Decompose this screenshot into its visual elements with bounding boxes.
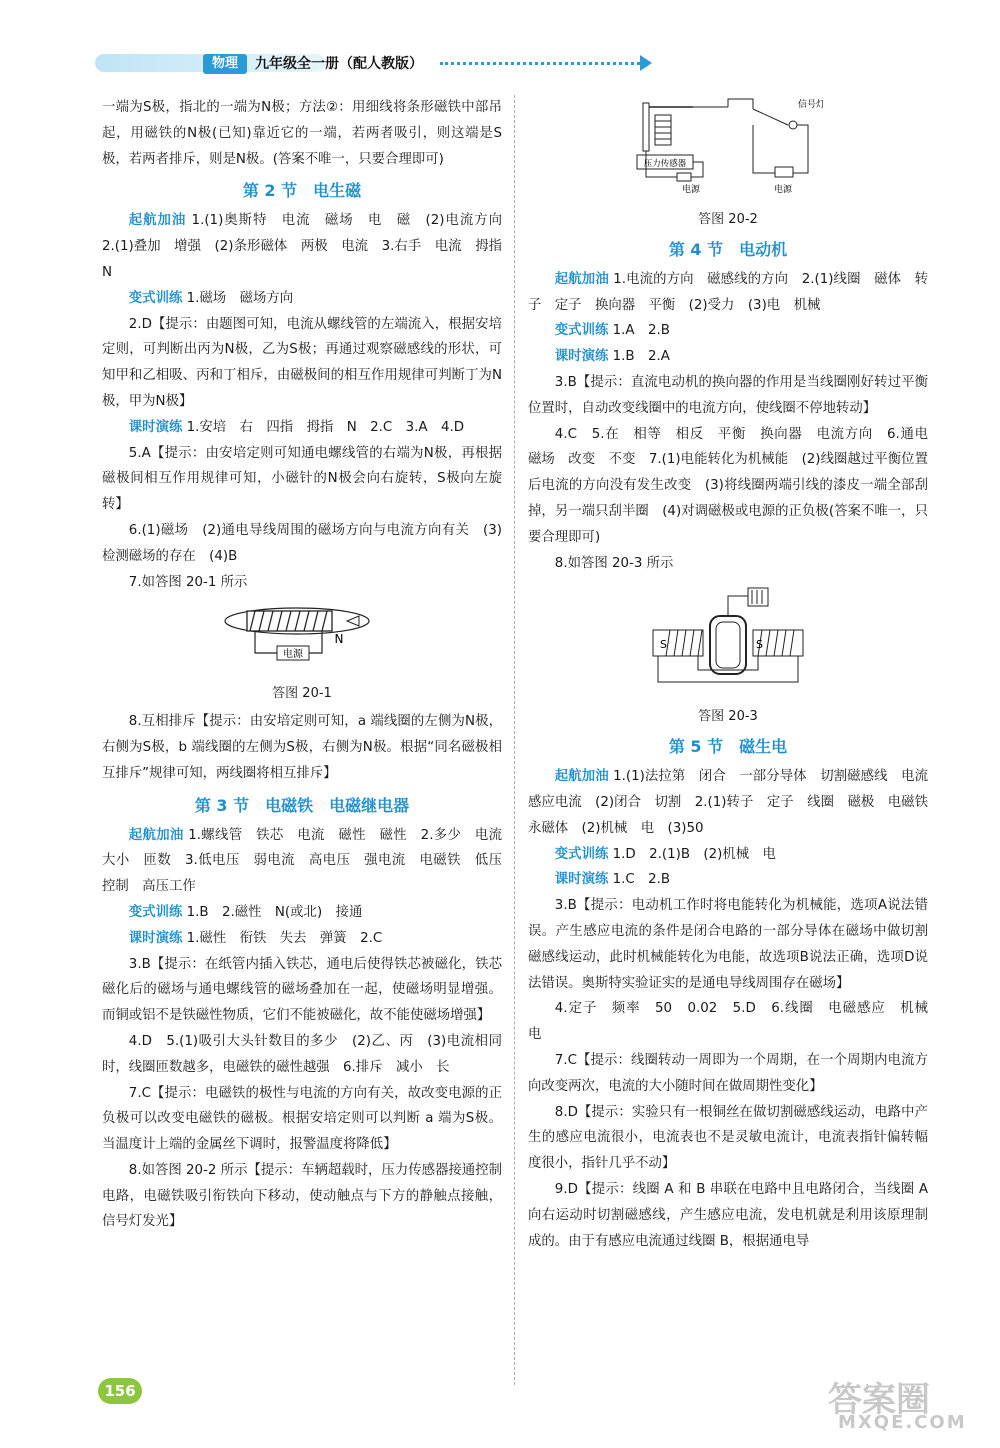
subject-badge: 物理 bbox=[203, 54, 247, 74]
answer-block bbox=[102, 415, 502, 441]
answer-text: 1.C 2.B bbox=[608, 872, 671, 888]
answer-block bbox=[528, 318, 928, 344]
solenoid-diagram bbox=[217, 601, 387, 669]
section-title-2: 第 2 节 电生磁 bbox=[242, 181, 362, 201]
answer-text: 9.D【提示：线圈 A 和 B 串联在电路中且电路闭合，当线圈 A 向右运动时切割磁感线，产生感应电流，发电机就是利用该原理制成的。由于有感应电流通过线圈 B，根据通电导 bbox=[528, 1181, 928, 1249]
answer-block bbox=[528, 344, 928, 370]
answer-text: 1.(1)法拉第 闭合 一部分导体 切割磁感线 电流 感应电流 (2)闭合 切割 2.(1)转子 定子 线圈 磁极 电磁铁 永磁体 (2)机械 电 (3)50 bbox=[528, 769, 942, 836]
page-number: 156 bbox=[98, 1378, 142, 1404]
answer-block bbox=[102, 208, 516, 285]
tag-label: 课时演练 bbox=[128, 930, 183, 946]
section-title-5: 第 5 节 磁生电 bbox=[668, 737, 788, 757]
answer-text: 3.B【提示：在纸管内插入铁芯，通电后使得铁芯被磁化，铁芯磁化后的磁场与通电螺线管的磁场叠加在一起，使磁场明显增强。而铜或铝不是铁磁性物质，它们不能被磁化，故不能使磁场增强】 bbox=[102, 956, 502, 1024]
motor-diagram bbox=[648, 582, 808, 692]
answer-text: 4.C 5.在 相等 相反 平衡 换向器 电流方向 6.通电 磁场 改变 不变 7.(1)电能转化为机械能 (2)线圈越过平衡位置后电流的方向没有发生改变 (3)将线圈两端引线的漆皮一端全部刮掉，另一端只刮半圈 (4)对调磁极或电源的正负极(答案不唯一，只要合理即可) bbox=[528, 426, 942, 545]
watermark: 答案圈 bbox=[828, 1380, 930, 1420]
watermark-url: MXQE.COM bbox=[838, 1412, 967, 1433]
answer-block bbox=[528, 867, 928, 893]
answer-block bbox=[102, 926, 502, 952]
figure-caption: 答图 20-1 bbox=[272, 686, 332, 702]
figure-20-2 bbox=[528, 95, 928, 205]
right-column bbox=[528, 95, 942, 1254]
tag-label: 起航加油 bbox=[554, 769, 609, 785]
answer-block bbox=[528, 842, 928, 868]
answer-text: 1.磁场 磁场方向 bbox=[182, 290, 294, 306]
fig2-power1-label: 电源 bbox=[681, 185, 701, 195]
fig2-power2-label: 电源 bbox=[773, 185, 793, 195]
answer-block bbox=[102, 900, 502, 926]
tag-label: 变式训练 bbox=[128, 904, 183, 920]
fig3-s1-label: S bbox=[660, 638, 667, 652]
answer-text: 1.(1)奥斯特 电流 磁场 电 磁 (2)电流方向 2.(1)叠加 增强 (2)条形磁体 两极 电流 3.右手 电流 拇指 N bbox=[102, 213, 516, 280]
answer-text: 6.(1)磁场 (2)通电导线周围的磁场方向与电流方向有关 (3)检测磁场的存在 (4)B bbox=[102, 522, 502, 564]
tag-label: 变式训练 bbox=[128, 290, 183, 306]
answer-block bbox=[528, 267, 928, 319]
answer-text: 1.安培 右 四指 拇指 N 2.C 3.A 4.D bbox=[182, 419, 465, 435]
answer-text: 4.D 5.(1)吸引大头针数目的多少 (2)乙、丙 (3)电流相同时，线圈匝数越多，电磁铁的磁性越强 6.排斥 减小 长 bbox=[102, 1033, 502, 1075]
answer-text: 5.A【提示：由安培定则可知通电螺线管的右端为N极，再根据磁极间相互作用规律可知，小磁针的N极会向右旋转，S极向左旋转】 bbox=[102, 445, 502, 513]
figure-caption: 答图 20-2 bbox=[698, 211, 758, 227]
answer-text: 8.如答图 20-3 所示 bbox=[554, 555, 674, 571]
tag-label: 起航加油 bbox=[128, 213, 187, 229]
answer-text: 3.B【提示：电动机工作时将电能转化为机械能，选项A说法错误。产生感应电流的条件是闭合电路的一部分导体在磁场中做切割磁感线运动，此时机械能转化为电能，故选项B说法正确，选项D说法错误。奥斯特实验证实的是通电导线周围存在磁场】 bbox=[528, 898, 928, 991]
figure-20-3 bbox=[528, 582, 928, 702]
answer-text: 7.C【提示：线圈转动一周即为一个周期，在一个周期内电流方向改变两次，电流的大小随时间在做周期性变化】 bbox=[528, 1052, 928, 1094]
answer-text: 8.D【提示：实验只有一根铜丝在做切割磁感线运动，电路中产生的感应电流很小，电流表也不是灵敏电流计，电流表指针偏转幅度很小，指针几乎不动】 bbox=[528, 1104, 928, 1172]
answer-text: 2.D【提示：由题图可知，电流从螺线管的左端流入，根据安培定则，可判断出丙为N极，乙为S极；再通过观察磁感线的形状，可知甲和乙相吸、丙和丁相斥，由磁极间的相互作用规律可判断丁为N极，甲为N极】 bbox=[102, 316, 502, 409]
tag-label: 课时演练 bbox=[554, 349, 609, 365]
figure-caption: 答图 20-3 bbox=[698, 709, 758, 725]
section-title-4: 第 4 节 电动机 bbox=[668, 239, 788, 259]
answer-text: 8.如答图 20-2 所示【提示：车辆超载时，压力传感器接通控制电路，电磁铁吸引衔铁向下移动，使动触点与下方的静触点接触，信号灯发光】 bbox=[102, 1162, 502, 1230]
answer-text: 3.B【提示：直流电动机的换向器的作用是当线圈刚好转过平衡位置时，自动改变线圈中的电流方向，使线圈不停地转动】 bbox=[528, 374, 928, 416]
fig1-n-label: N bbox=[334, 632, 344, 647]
figure-20-1 bbox=[102, 601, 502, 679]
header-dotted-line bbox=[440, 62, 640, 65]
tag-label: 起航加油 bbox=[554, 271, 609, 287]
answer-block bbox=[528, 764, 942, 841]
answer-text: 4.定子 频率 50 0.02 5.D 6.线圈 电磁感应 机械 电 bbox=[528, 1001, 942, 1043]
tag-label: 起航加油 bbox=[128, 827, 184, 843]
tag-label: 课时演练 bbox=[554, 872, 609, 888]
tag-label: 课时演练 bbox=[128, 419, 183, 435]
continued-answer: 一端为S极，指北的一端为N极；方法②：用细线将条形磁铁中部吊起，用磁铁的N极(已知)靠近它的一端，若两者吸引，则这端是S极，若两者排斥，则是N极。(答案不唯一，只要合理即可) bbox=[102, 100, 502, 167]
fig1-power-label: 电源 bbox=[283, 649, 303, 661]
answer-text: 1.B 2.磁性 N(或北) 接通 bbox=[182, 904, 363, 920]
relay-diagram bbox=[633, 95, 823, 195]
tag-label: 变式训练 bbox=[554, 323, 609, 339]
answer-text: 7.如答图 20-1 所示 bbox=[128, 574, 248, 590]
answer-block bbox=[102, 286, 502, 312]
answer-text: 7.C【提示：电磁铁的极性与电流的方向有关，故改变电源的正负极可以改变电磁铁的磁极。根据安培定则可以判断 a 端为S极。当温度计上端的金属丝下调时，报警温度将降低】 bbox=[102, 1085, 502, 1153]
answer-text: 8.互相排斥【提示：由安培定则可知，a 端线圈的左侧为N极，右侧为S极，b 端线圈的左侧为S极，右侧为N极。根据“同名磁极相互排斥”规律可知，两线圈将相互排斥】 bbox=[102, 714, 502, 781]
tag-label: 变式训练 bbox=[554, 846, 609, 862]
answer-text: 1.磁性 衔铁 失去 弹簧 2.C bbox=[182, 930, 383, 946]
fig2-lamp-label: 信号灯 bbox=[798, 100, 823, 110]
fig3-s2-label: S bbox=[756, 638, 763, 652]
answer-text: 1.D 2.(1)B (2)机械 电 bbox=[608, 846, 776, 862]
answer-block bbox=[102, 823, 502, 900]
answer-text: 1.电流的方向 磁感线的方向 2.(1)线圈 磁体 转子 定子 换向器 平衡 (2)受力 (3)电 机械 bbox=[528, 271, 928, 313]
column-divider bbox=[514, 95, 515, 1385]
arrow-icon bbox=[640, 55, 652, 71]
fig2-sensor-label: 压力传感器 bbox=[643, 159, 687, 169]
page-header bbox=[95, 48, 675, 82]
answer-text: 1.A 2.B bbox=[608, 323, 670, 339]
section-title-3: 第 3 节 电磁铁 电磁继电器 bbox=[194, 795, 410, 815]
book-title: 九年级全一册（配人教版） bbox=[255, 56, 423, 72]
left-column bbox=[102, 95, 516, 1235]
answer-text: 1.螺线管 铁芯 电流 磁性 磁性 2.多少 电流大小 匝数 3.低电压 弱电流 高电压 强电流 电磁铁 低压控制 高压工作 bbox=[102, 827, 502, 895]
answer-text: 1.B 2.A bbox=[608, 349, 670, 365]
